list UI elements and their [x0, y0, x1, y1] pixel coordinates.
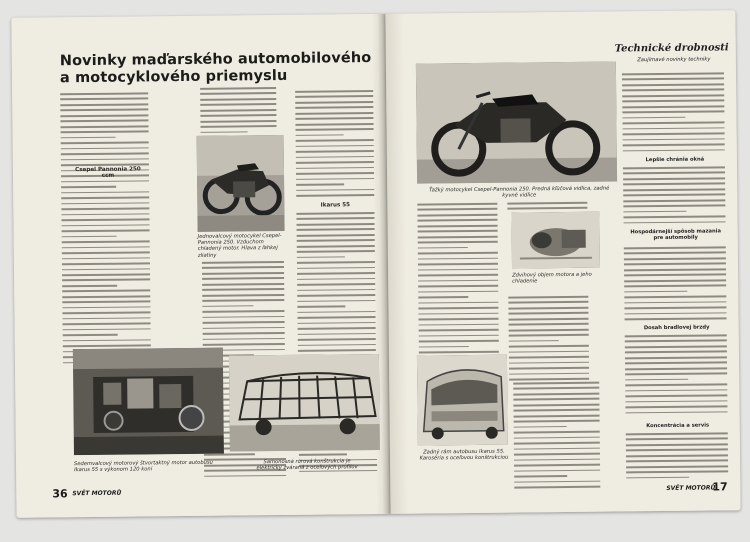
text-line: [200, 103, 276, 105]
text-line: [514, 437, 600, 439]
text-line: [509, 340, 559, 342]
text-line: [626, 471, 728, 474]
subhead-ikarus: Ikarus 55: [320, 202, 351, 209]
text-column-r2-bottom: [513, 382, 600, 493]
caption-engine: Sedemvalcový motorový štvortaktný motor autobusu Ikarus 55 s výkonom 120 koní: [74, 459, 213, 474]
text-line: [509, 362, 589, 364]
text-line: [622, 72, 724, 75]
caption-motorcycle-small: Jednovalcový motocykel Csepel-Pannonia 250. Vzduchom chladený motor. Hlava z ľahkej zliatiny: [197, 232, 282, 259]
text-line: [626, 465, 728, 468]
text-line: [626, 460, 728, 463]
text-line: [417, 203, 497, 205]
text-line: [296, 212, 374, 214]
text-line: [298, 344, 376, 346]
text-line: [297, 228, 375, 230]
text-line: [61, 186, 116, 188]
text-line: [298, 322, 376, 324]
left-page: [11, 14, 390, 518]
text-line: [624, 257, 726, 260]
text-line: [62, 235, 117, 237]
text-line: [202, 277, 284, 279]
section-title: Technické drobnosti: [614, 42, 729, 55]
text-line: [623, 211, 686, 213]
caption-motorcycle-large: Ťažký motocykel Csepel-Pannonia 250. Predná kľúčová vidlica, zadné kyvné vidlice: [429, 185, 610, 199]
text-line: [296, 189, 374, 191]
text-line: [298, 333, 376, 335]
sidebar-text-1: [622, 72, 725, 155]
text-line: [418, 252, 498, 254]
sidebar-text-5: [626, 432, 729, 482]
text-line: [60, 92, 148, 95]
text-line: [625, 395, 727, 398]
text-line: [626, 443, 728, 446]
text-line: [508, 307, 588, 309]
text-line: [297, 306, 345, 308]
text-line: [296, 167, 374, 169]
text-line: [624, 263, 726, 266]
text-line: [419, 318, 499, 320]
text-line: [509, 329, 589, 331]
text-line: [202, 288, 284, 290]
text-line: [622, 111, 724, 114]
text-line: [62, 268, 150, 271]
text-line: [623, 127, 725, 130]
text-line: [623, 138, 725, 141]
text-line: [298, 338, 376, 340]
text-line: [625, 379, 688, 381]
text-line: [297, 311, 375, 313]
text-line: [296, 194, 374, 196]
text-line: [202, 299, 284, 301]
text-line: [509, 356, 589, 358]
text-line: [61, 142, 149, 145]
text-line: [295, 101, 373, 103]
text-line: [418, 312, 498, 314]
text-line: [509, 351, 589, 353]
text-line: [200, 93, 276, 95]
text-line: [297, 256, 345, 258]
text-line: [623, 188, 725, 191]
text-line: [62, 224, 150, 227]
caption-bus: Zadný rám autobusu Ikarus 55. Karoséria s oceľovou konštrukciou: [419, 448, 509, 462]
text-line: [514, 442, 600, 444]
text-line: [623, 149, 725, 152]
text-line: [622, 94, 724, 97]
text-line: [514, 480, 600, 482]
text-line: [623, 166, 725, 169]
text-line: [625, 362, 727, 365]
text-line: [202, 294, 284, 296]
text-line: [419, 351, 499, 353]
text-line: [625, 384, 727, 387]
motorcycle-photo-small: [197, 135, 285, 232]
text-line: [62, 246, 150, 249]
text-line: [295, 96, 373, 98]
subhead-csepel: Csepel Pannonia 250 ccm: [75, 166, 141, 179]
text-line: [200, 114, 276, 116]
text-line: [61, 147, 149, 150]
text-line: [419, 346, 469, 348]
text-line: [298, 316, 376, 318]
text-line: [622, 78, 724, 81]
text-line: [201, 131, 248, 133]
bus-frame-photo: [229, 354, 380, 452]
text-line: [417, 214, 497, 216]
text-line: [509, 334, 589, 336]
text-line: [295, 90, 373, 92]
text-line: [509, 378, 589, 380]
text-line: [624, 274, 726, 277]
text-line: [203, 327, 285, 329]
text-line: [203, 321, 285, 323]
text-line: [296, 150, 374, 152]
text-line: [509, 318, 589, 320]
text-line: [62, 251, 150, 254]
text-line: [513, 393, 599, 395]
text-line: [297, 239, 375, 241]
text-line: [203, 316, 285, 318]
text-line: [62, 301, 150, 304]
sidebar-heading-2: Hospodárnejší spôsob mazania pre automobily: [630, 228, 721, 242]
text-line: [418, 236, 498, 238]
text-line: [417, 219, 497, 221]
text-line: [61, 158, 149, 161]
text-line: [61, 153, 149, 156]
text-line: [625, 356, 727, 359]
text-line: [623, 133, 725, 136]
text-line: [296, 145, 374, 147]
text-line: [297, 294, 375, 296]
text-line: [61, 202, 149, 205]
text-line: [622, 100, 724, 103]
text-line: [61, 197, 149, 200]
text-line: [60, 114, 148, 117]
text-line: [622, 105, 724, 108]
text-line: [625, 406, 727, 409]
text-line: [626, 411, 728, 414]
text-line: [623, 199, 725, 202]
text-line: [297, 261, 375, 263]
text-column-r1: [417, 203, 499, 368]
text-column-1: [60, 92, 151, 367]
text-line: [623, 172, 725, 175]
text-line: [62, 229, 150, 232]
detail-photo: [511, 212, 600, 269]
sidebar-text-3: [624, 246, 727, 324]
text-line: [62, 273, 150, 276]
text-line: [297, 283, 375, 285]
sidebar-heading-1: Lepšie chránia okná: [645, 156, 705, 164]
text-line: [418, 301, 498, 303]
text-line: [61, 137, 116, 139]
text-line: [507, 202, 587, 204]
text-line: [625, 367, 727, 370]
text-line: [417, 208, 497, 210]
text-line: [297, 272, 375, 274]
text-line: [624, 285, 726, 288]
text-line: [624, 279, 726, 282]
text-line: [418, 269, 498, 271]
text-line: [624, 307, 726, 310]
text-line: [514, 431, 600, 433]
text-line: [203, 343, 285, 345]
sidebar-heading-4: Koncentrácia a servis: [646, 422, 710, 430]
text-line: [626, 454, 728, 457]
sidebar-text-4: [625, 334, 728, 417]
text-line: [623, 144, 725, 147]
text-line: [514, 447, 600, 449]
text-line: [63, 345, 151, 348]
caption-bus-frame: Samonosná rúrová konštrukcia je elektricky zváraná z oceľových profilov: [256, 458, 358, 472]
text-line: [63, 317, 151, 320]
text-line: [513, 387, 599, 389]
text-line: [622, 89, 724, 92]
text-line: [297, 223, 375, 225]
text-line: [418, 258, 498, 260]
text-line: [296, 184, 344, 186]
text-column-2-top: [200, 87, 277, 137]
text-line: [63, 339, 151, 342]
text-line: [63, 328, 151, 331]
text-line: [509, 367, 589, 369]
text-line: [296, 139, 374, 141]
text-line: [419, 323, 499, 325]
text-line: [61, 213, 149, 216]
text-line: [418, 280, 498, 282]
text-line: [60, 120, 148, 123]
text-line: [514, 458, 600, 460]
text-line: [508, 312, 588, 314]
text-line: [626, 438, 728, 441]
text-line: [625, 340, 727, 343]
text-line: [202, 283, 284, 285]
text-line: [200, 120, 276, 122]
text-line: [418, 307, 498, 309]
text-line: [625, 389, 727, 392]
text-line: [202, 272, 284, 274]
text-line: [514, 469, 600, 471]
text-line: [296, 178, 374, 180]
text-line: [418, 296, 468, 298]
text-line: [60, 98, 148, 101]
text-line: [418, 285, 498, 287]
text-line: [62, 295, 150, 298]
text-line: [624, 301, 726, 304]
text-line: [61, 208, 149, 211]
text-line: [514, 464, 600, 466]
text-line: [297, 289, 375, 291]
text-line: [514, 453, 600, 455]
text-line: [204, 475, 286, 477]
text-line: [622, 83, 724, 86]
text-line: [295, 117, 373, 119]
text-column-3: [295, 90, 374, 200]
text-line: [514, 475, 567, 477]
text-line: [624, 268, 726, 271]
text-line: [297, 250, 375, 252]
text-line: [418, 274, 498, 276]
text-line: [514, 486, 600, 488]
page-number-right: 17: [712, 480, 728, 494]
text-line: [625, 400, 727, 403]
text-line: [298, 327, 376, 329]
text-line: [626, 449, 728, 452]
text-line: [418, 241, 498, 243]
text-line: [623, 183, 725, 186]
text-line: [202, 305, 253, 307]
motorcycle-photo-large: [416, 61, 617, 183]
text-line: [418, 290, 498, 292]
text-line: [62, 257, 150, 260]
text-line: [624, 312, 726, 315]
text-line: [63, 334, 118, 336]
article-headline: Novinky maďarského automobilového a motocyklového priemyslu: [59, 50, 372, 87]
text-line: [295, 112, 373, 114]
text-line: [626, 477, 689, 479]
sidebar-heading-3: Dosah bradlovej brzdy: [643, 324, 710, 332]
text-line: [62, 262, 150, 265]
text-line: [61, 180, 149, 183]
text-line: [62, 240, 150, 243]
text-line: [297, 278, 375, 280]
text-line: [418, 263, 498, 265]
text-line: [509, 323, 589, 325]
text-line: [296, 134, 344, 136]
page-number-left: 36: [52, 487, 68, 501]
text-line: [296, 161, 374, 163]
text-line: [200, 87, 276, 89]
text-column-r2-mid: [508, 296, 589, 385]
text-line: [513, 404, 599, 406]
text-line: [626, 432, 728, 435]
text-line: [61, 131, 149, 134]
right-page: [385, 10, 740, 514]
text-line: [625, 345, 727, 348]
text-line: [60, 103, 148, 106]
text-line: [296, 156, 374, 158]
text-line: [62, 279, 150, 282]
text-line: [625, 318, 727, 321]
bus-photo: [417, 355, 508, 446]
text-line: [624, 291, 687, 293]
text-line: [295, 123, 373, 125]
text-line: [62, 312, 150, 315]
text-line: [62, 306, 150, 309]
text-line: [202, 266, 284, 268]
text-line: [513, 409, 599, 411]
text-line: [203, 338, 285, 340]
text-line: [296, 217, 374, 219]
text-line: [61, 191, 149, 194]
text-line: [200, 98, 276, 100]
text-line: [296, 172, 374, 174]
magazine-spread: [11, 10, 740, 526]
text-line: [63, 323, 151, 326]
text-line: [202, 261, 284, 263]
text-line: [508, 296, 588, 298]
text-line: [201, 125, 277, 127]
text-line: [624, 252, 726, 255]
text-line: [623, 177, 725, 180]
text-line: [513, 382, 599, 384]
text-line: [623, 216, 725, 219]
text-line: [418, 230, 498, 232]
text-line: [507, 207, 587, 209]
engine-photo: [73, 348, 224, 456]
text-line: [419, 334, 499, 336]
text-line: [509, 373, 589, 375]
text-line: [297, 267, 375, 269]
text-line: [622, 117, 685, 119]
text-line: [296, 128, 374, 130]
section-subtitle: Zaujímavé novinky techniky: [637, 56, 711, 64]
text-line: [295, 106, 373, 108]
text-line: [202, 310, 284, 312]
text-line: [297, 245, 375, 247]
text-line: [625, 351, 727, 354]
text-line: [624, 296, 726, 299]
sidebar-text-2: [623, 166, 726, 227]
text-line: [418, 225, 498, 227]
text-line: [298, 349, 376, 351]
text-line: [625, 334, 727, 337]
text-line: [624, 221, 726, 224]
text-line: [622, 122, 724, 125]
text-line: [508, 301, 588, 303]
text-line: [200, 109, 276, 111]
text-line: [625, 373, 727, 376]
text-line: [60, 109, 148, 112]
magazine-title-right: SVĚT MOTORŮ: [666, 484, 716, 492]
text-line: [62, 285, 117, 287]
caption-detail: Zdvihový objem motora a jeho chladenie: [512, 271, 592, 285]
text-line: [509, 345, 589, 347]
text-line: [513, 398, 599, 400]
text-line: [203, 332, 285, 334]
text-line: [514, 420, 600, 422]
text-line: [419, 340, 499, 342]
text-line: [61, 219, 149, 222]
text-line: [514, 426, 567, 428]
text-line: [62, 290, 150, 293]
text-line: [623, 194, 725, 197]
text-line: [514, 415, 600, 417]
text-line: [419, 329, 499, 331]
text-line: [60, 125, 148, 128]
text-line: [297, 300, 375, 302]
text-line: [624, 246, 726, 249]
text-line: [623, 205, 725, 208]
text-line: [418, 247, 468, 249]
text-line: [297, 234, 375, 236]
text-line: [299, 454, 347, 456]
magazine-title-left: SVĚT MOTORŮ: [72, 489, 122, 498]
